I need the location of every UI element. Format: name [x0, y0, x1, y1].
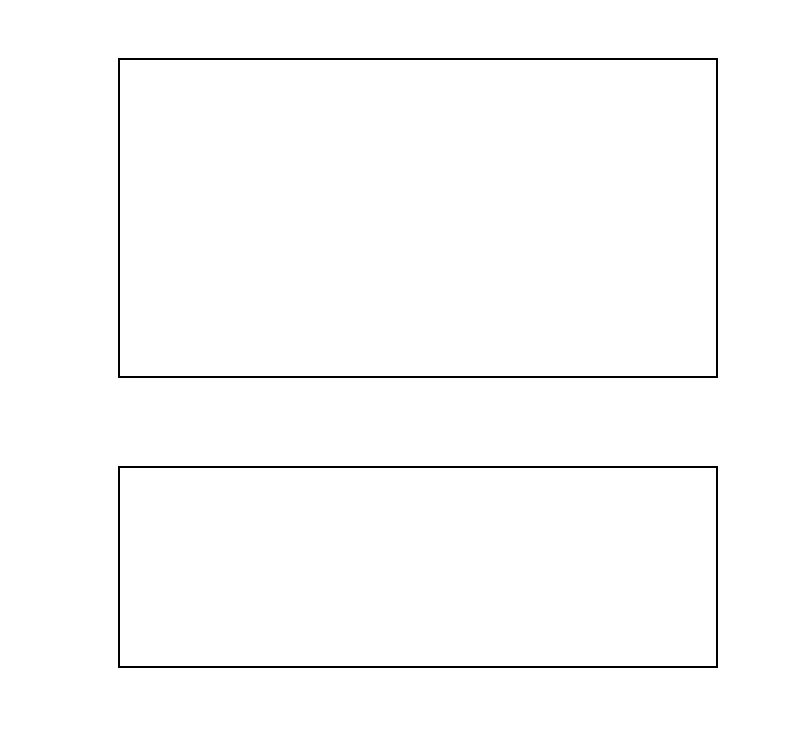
legend	[468, 72, 658, 138]
bottom-plot-area	[118, 466, 718, 668]
observation-counts-panel	[118, 466, 718, 668]
bottom-series-svg	[118, 466, 718, 668]
